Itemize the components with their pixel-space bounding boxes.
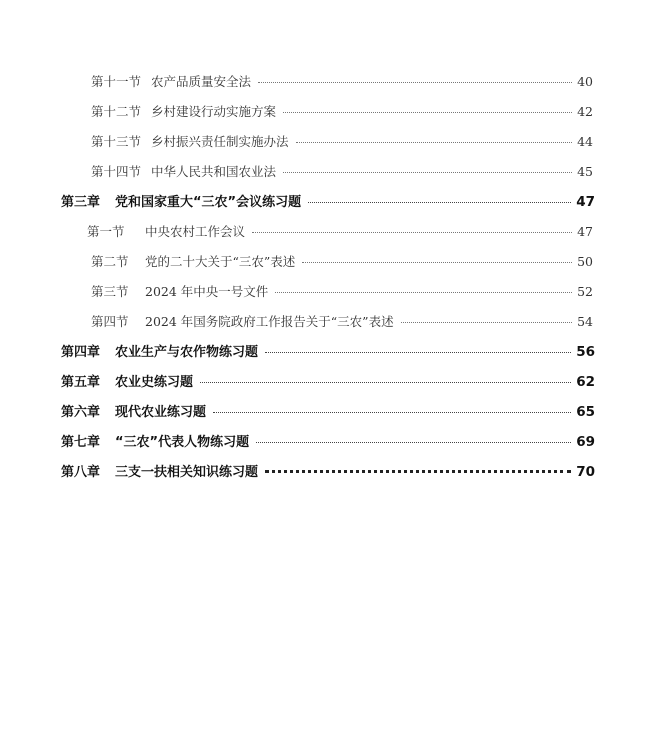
entry-number: 第二节 xyxy=(91,254,129,269)
entry-title: 党的二十大关于“三农”表述 xyxy=(145,254,296,269)
chapter-page: 47 xyxy=(576,194,595,210)
entry-number: 第十三节 xyxy=(91,134,142,149)
toc-entry[interactable] xyxy=(91,252,593,270)
entry-title: 2024 年中央一号文件 xyxy=(145,284,269,299)
dot-leader xyxy=(283,112,572,113)
chapter-number: 第八章 xyxy=(61,465,101,480)
chapter-page: 65 xyxy=(576,404,595,420)
entry-page: 44 xyxy=(577,134,593,149)
toc-entry[interactable] xyxy=(91,132,593,150)
entry-number: 第三节 xyxy=(91,284,129,299)
entry-page: 52 xyxy=(577,284,593,299)
entry-number: 第十一节 xyxy=(91,74,142,89)
entry-title: 中央农村工作会议 xyxy=(145,224,246,239)
toc-entry[interactable] xyxy=(87,222,593,240)
toc-entry[interactable] xyxy=(91,312,593,330)
chapter-title: 现代农业练习题 xyxy=(115,405,207,420)
toc-entry[interactable] xyxy=(91,102,593,120)
dot-leader xyxy=(256,442,571,443)
entry-page: 40 xyxy=(577,74,593,89)
toc-entry[interactable] xyxy=(91,282,593,300)
dot-leader xyxy=(296,142,573,143)
chapter-page: 62 xyxy=(576,374,595,390)
chapter-page: 70 xyxy=(576,464,595,480)
entry-number: 第四节 xyxy=(91,314,129,329)
toc-chapter[interactable] xyxy=(61,401,595,420)
dot-leader xyxy=(401,322,573,323)
entry-number: 第十二节 xyxy=(91,104,142,119)
dot-leader xyxy=(275,292,572,293)
dot-leader xyxy=(283,172,572,173)
entry-page: 54 xyxy=(577,314,593,329)
dot-leader xyxy=(258,82,572,83)
dot-leader xyxy=(200,382,571,383)
toc-chapter[interactable] xyxy=(61,191,595,210)
chapter-title: “三农”代表人物练习题 xyxy=(115,435,250,450)
dot-leader xyxy=(265,352,571,353)
toc-chapter[interactable] xyxy=(61,461,595,480)
entry-title: 乡村建设行动实施方案 xyxy=(151,104,277,119)
chapter-page: 69 xyxy=(576,434,595,450)
toc-chapter[interactable] xyxy=(61,341,595,360)
chapter-title: 农业生产与农作物练习题 xyxy=(115,345,259,360)
entry-number: 第一节 xyxy=(87,224,125,239)
chapter-number: 第四章 xyxy=(61,345,101,360)
entry-number: 第十四节 xyxy=(91,164,142,179)
dot-leader xyxy=(252,232,572,233)
entry-page: 47 xyxy=(577,224,593,239)
entry-title: 乡村振兴责任制实施办法 xyxy=(151,134,289,149)
chapter-number: 第五章 xyxy=(61,375,101,390)
entry-title: 2024 年国务院政府工作报告关于“三农”表述 xyxy=(145,314,394,329)
chapter-page: 56 xyxy=(576,344,595,360)
chapter-title: 党和国家重大“三农”会议练习题 xyxy=(115,195,302,210)
toc-chapter[interactable] xyxy=(61,431,595,450)
chapter-title: 三支一扶相关知识练习题 xyxy=(115,465,259,480)
dot-leader xyxy=(265,470,571,473)
dot-leader xyxy=(308,202,571,203)
dot-leader xyxy=(213,412,571,413)
entry-title: 中华人民共和国农业法 xyxy=(151,164,277,179)
toc-entry[interactable] xyxy=(91,162,593,180)
entry-page: 45 xyxy=(577,164,593,179)
toc-chapter[interactable] xyxy=(61,371,595,390)
entry-title: 农产品质量安全法 xyxy=(151,74,252,89)
entry-page: 42 xyxy=(577,104,593,119)
chapter-number: 第七章 xyxy=(61,435,101,450)
toc-entry[interactable] xyxy=(91,72,593,90)
dot-leader xyxy=(302,262,572,263)
chapter-number: 第三章 xyxy=(61,195,101,210)
chapter-title: 农业史练习题 xyxy=(115,375,194,390)
entry-page: 50 xyxy=(577,254,593,269)
chapter-number: 第六章 xyxy=(61,405,101,420)
